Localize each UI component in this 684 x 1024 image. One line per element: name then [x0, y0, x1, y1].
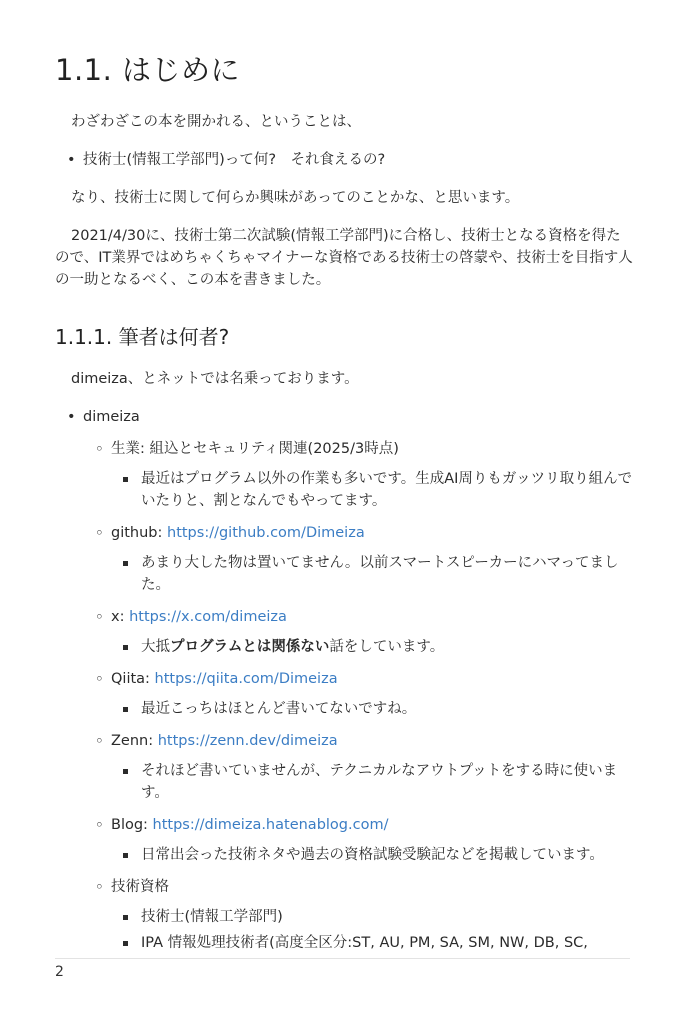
list-item: ◦ Qiita: https://qiita.com/Dimeiza 最近こっちはほとんど書いてないですね。: [83, 668, 633, 720]
blog-link[interactable]: https://dimeiza.hatenablog.com/: [152, 817, 389, 833]
paragraph: なり、技術士に関して何らか興味があってのことかな、と思います。: [71, 190, 520, 206]
list-item: 大抵プログラムとは関係ない話をしています。: [111, 636, 633, 658]
qiita-link[interactable]: https://qiita.com/Dimeiza: [154, 671, 338, 687]
list-item: ◦ Blog: https://dimeiza.hatenablog.com/ 日常出会った技術ネタや過去の資格試験受験記などを掲載しています。: [83, 814, 633, 866]
list-item: それほど書いていませんが、テクニカルなアウトプットをする時に使います。: [111, 760, 633, 804]
list-item: ◦ Zenn: https://zenn.dev/dimeiza それほど書いていませんが、テクニカルなアウトプットをする時に使います。: [83, 730, 633, 804]
list-item: ◦ 生業: 組込とセキュリティ関連(2025/3時点) 最近はプログラム以外の作業も多いです。生成AI周りもガッツリ取り組んでいたりと、割となんでもやってます。: [83, 438, 633, 512]
list-item: 日常出会った技術ネタや過去の資格試験受験記などを掲載しています。: [111, 844, 633, 866]
author-details: [83, 438, 633, 954]
list-item: 技術士(情報工学部門): [111, 906, 633, 928]
section-heading: 1.1.1. 筆者は何者?: [55, 325, 230, 349]
paragraph: 2021/4/30に、技術士第二次試験(情報工学部門)に合格し、技術士となる資格を得たので、IT業界ではめちゃくちゃマイナーな資格である技術士の啓蒙や、技術士を目指す人の一助となるべく、この本を書きました。: [55, 228, 633, 288]
zenn-link[interactable]: https://zenn.dev/dimeiza: [157, 733, 338, 749]
footer-divider: [55, 958, 630, 959]
list-item: 最近はプログラム以外の作業も多いです。生成AI周りもガッツリ取り組んでいたりと、割となんでもやってます。: [111, 468, 633, 512]
author-name: dimeiza: [83, 409, 140, 425]
list-item: • 技術士(情報工学部門)って何? それ食えるの?: [55, 149, 633, 171]
list-item: ◦ 技術資格 技術士(情報工学部門) IPA 情報処理技術者(高度全区分:ST, AU, PM, SA, SM, NW, DB, SC,: [83, 876, 633, 954]
author-list: [55, 406, 633, 954]
github-link[interactable]: https://github.com/Dimeiza: [167, 525, 365, 541]
list-item: [55, 406, 633, 954]
paragraph: dimeiza、とネットでは名乗っております。: [71, 371, 359, 387]
list-item: ◦ x: https://x.com/dimeiza 大抵プログラムとは関係ない話をしています。: [83, 606, 633, 658]
intro-paragraph: わざわざこの本を開かれる、ということは、: [71, 114, 361, 130]
page-content: [55, 48, 633, 970]
x-link[interactable]: https://x.com/dimeiza: [129, 609, 287, 625]
list-item: 最近こっちはほとんど書いてないですね。: [111, 698, 633, 720]
list-item: あまり大した物は置いてません。以前スマートスピーカーにハマってました。: [111, 552, 633, 596]
question-list: [55, 149, 633, 171]
page-number: 2: [55, 964, 64, 980]
page-title: 1.1. はじめに: [55, 53, 241, 87]
list-item: ◦ github: https://github.com/Dimeiza あまり大した物は置いてません。以前スマートスピーカーにハマってました。: [83, 522, 633, 596]
list-item: IPA 情報処理技術者(高度全区分:ST, AU, PM, SA, SM, NW, DB, SC,: [111, 932, 633, 954]
